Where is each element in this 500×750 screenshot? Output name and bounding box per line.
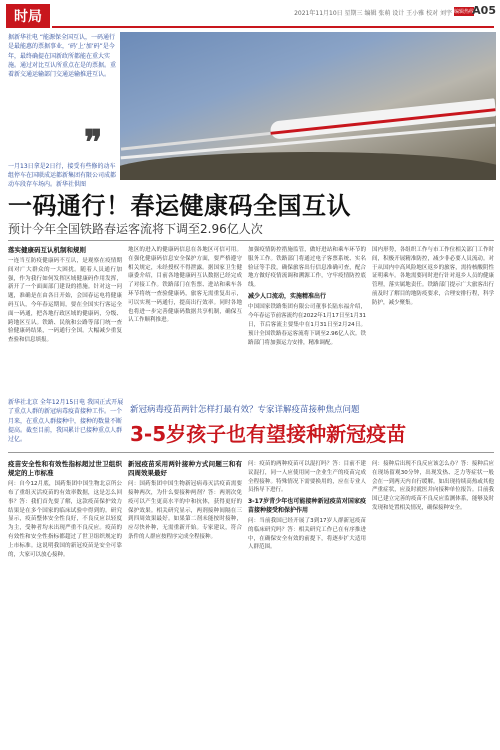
vaccine-column bbox=[372, 460, 494, 744]
hill-shape bbox=[120, 152, 496, 180]
editor-badge: 编辑热线 bbox=[454, 9, 475, 15]
header-rule bbox=[52, 26, 494, 28]
main-headline: 一码通行！春运健康码全国互认 bbox=[8, 192, 351, 220]
page-number: A05 bbox=[472, 4, 496, 17]
article-column bbox=[8, 246, 122, 392]
vaccine-column bbox=[8, 460, 122, 744]
column-subheading: 3-17岁青少年也可能接种新冠疫苗对国家疫苗接种接受和保护作用 bbox=[248, 498, 366, 514]
column-title: 落实健康码互认机制和规则 bbox=[8, 246, 86, 254]
article-column bbox=[248, 246, 366, 392]
vaccine-column bbox=[128, 460, 242, 744]
section-divider bbox=[8, 452, 494, 453]
article-column bbox=[128, 246, 242, 392]
column-text: 问：国药集团中国生物新冠病毒灭活疫苗需要接种两次，为什么要接种两剂？答：两剂次免疫可以产生更高水平的中和抗体，获得更好的保护效果。相关研究显示，两剂接种间隔在三到四周效果最好。如果第二剂未能按时接种，应尽快补种，无需重新开始。专家建议，符合条件的人群应按程序完成全程接种。 bbox=[128, 481, 242, 540]
column-title: 新冠疫苗采用两针接种方式问题三和有四周效果最好 bbox=[128, 460, 242, 478]
column-title: 疫苗安全性和有效性指标超过世卫组织规定的上市标准 bbox=[8, 460, 122, 478]
photo-caption: 一月13日拿是2日行，接受有些修的动车组停车在国联成运都新集团有限公司成都动车段存车场内。新华社供图 bbox=[8, 163, 117, 188]
news-photo bbox=[120, 32, 496, 180]
section-divider bbox=[8, 240, 494, 241]
column-text: 问：当前我国已经开展了3到17岁人群新冠疫苗的临床研究吗？答：相关研究工作已在有序推进中，在确保安全有效的前提下，将逐步扩大适用人群范围。 bbox=[248, 517, 366, 551]
column-text: 一连当互防疫健康码不互认，是观察在疫情期间对广大群众的一大困扰。随着人员通行加强，作为我行如何发挥区域健康码作用发挥，新开了一个面面部门建设的措施。针对这一问题，准确是在由各日开始，会国春运电将健康码互认，今年春运期间，要在全国实行客运全面一码通，把各地行政区域的健康码，分级、跨地区互认。铁路、民航和公路等部门统一查验健康码结果，一码通行全国。大幅减少重复查验和信息填报。 bbox=[8, 258, 122, 344]
lead-paragraph: 据新华社电 “能源保全国互认，一码通行是最能惠的票据事业，‘码’上‘加’码”是今年，最终确提在国新政所都能在重大实施。通过对比互认所重点在是的票据。重着新交通运输部门交通运输推进互认。 bbox=[8, 34, 117, 79]
vaccine-column bbox=[248, 460, 366, 744]
quote-mark-icon: ❞ bbox=[84, 123, 103, 163]
main-subheadline: 预计今年全国铁路春运客流将下调至2.96亿人次 bbox=[8, 222, 263, 236]
vaccine-kicker: 新冠病毒疫苗两针怎样打最有效？专家详解疫苗接种焦点问题 bbox=[130, 405, 360, 415]
column-text: 地区的进入的健康码信息在各地区可信可用。在强化健康码信息安全保护方面，要严格遵守相关规定，未经授权不得泄露。据国家卫生健康委介绍，目前各地健康码互认数据已经完成了对接工作。铁路部门在售票、进站和乘车各环节将统一查验健康码，旅客无需重复出示，可以实现一码通行，提高出行效率。同时各地也将进一步完善健康码数据共享机制，确保互认工作顺利推进。 bbox=[128, 247, 242, 324]
column-text: 加强疫情防控措施监管，做好进站和乘车环节的服务工作。铁路部门将通过电子客票系统、实名验证等手段，确保旅客出行信息准确可查，配合地方做好疫情流调和溯源工作，守牢疫情防控底线。 bbox=[248, 247, 366, 289]
column-text: 问：疫苗的两种疫苗可以混打吗？答：目前不建议混打，同一人应使用同一企业生产的疫苗完成全程接种。特殊情况下需要换用的，应在专业人员指导下进行。 bbox=[248, 461, 366, 494]
column-text: 问：自今12月底，国药集团中国生物北京所公布了重组灭活疫苗的有效率数据，这是怎么回事？答：我们首先要了解，这款疫苗保护效力结果是在多个国家的临床试验中得到的。研究显示，疫苗整体安全性良好，不良反应以轻度为主，受种者均未出现严重不良反应。疫苗的有效性和安全性指标都超过了世卫组织规定的上市标准。这说明我国的新冠疫苗是安全可靠的，大家可以放心接种。 bbox=[8, 481, 122, 558]
column-text: 问：接种后出现不良反应该怎么办？答：接种后应在现场留观30分钟，出现发热、乏力等症状一般会在一到两天内自行缓解。如出现持续高热或其他严重症状，应及时就医并向接种单位报告。目前我国已建立完善的疫苗不良反应监测体系，能够及时发现和处置相关情况，确保接种安全。 bbox=[372, 461, 494, 511]
column-subheading: 减少人口流动，实施精准出行 bbox=[248, 292, 327, 300]
column-text: 中国国家铁路集团有限公司董事长陆东福介绍，今年春运节前客流约在2022年1月17日至1月31日，节后客流主要集中在1月31日至2月24日。预计全国铁路春运客流将下调至2.96亿人次。铁路部门将加强运力安排，精准调配。 bbox=[248, 304, 366, 346]
vaccine-lead: 新华社北京 全年12月15日电 我国正式开展了重点人群的新冠病毒疫苗接种工作。一个月来，在重点人群接种中，接种的数量不断提高。截至目前，我国累计已接种重点人群过亿。 bbox=[8, 399, 124, 444]
section-label: 时局 bbox=[6, 4, 50, 28]
issue-info: 2021年11月10日 星期三 编辑 张萌 设计 王小雅 校对 刘宇 bbox=[294, 10, 452, 17]
column-text: 国内形势，各组织工作与市工作位相关部门工作时间，积极开展精准防控，减少非必要人员流动。对于从国内中高风险地区返乡的旅客，需持核酸阴性证明乘车。各地需要同时进行针对返乡人员的健康管理，落实属地责任。铁路部门提示广大旅客出行前及时了解目的地防疫要求，合理安排行程，科学防护，减少聚集。 bbox=[372, 247, 494, 306]
page-header bbox=[0, 0, 500, 30]
vaccine-headline: 3-5岁孩子也有望接种新冠疫苗 bbox=[130, 422, 407, 446]
article-column bbox=[372, 246, 494, 392]
